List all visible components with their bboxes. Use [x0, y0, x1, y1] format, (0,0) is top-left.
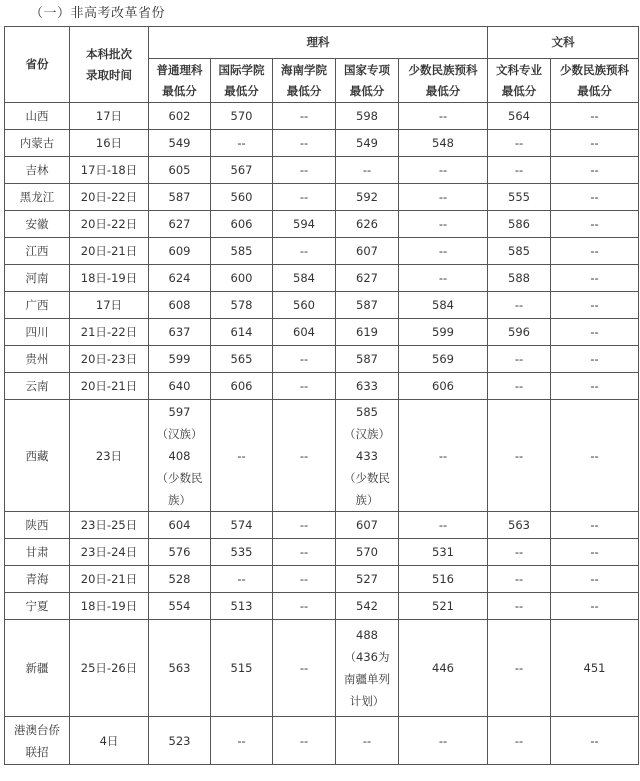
- province-cell: 贵州: [5, 346, 70, 373]
- score-cell: 563: [488, 512, 551, 539]
- score-cell: --: [488, 373, 551, 400]
- score-cell: --: [211, 717, 273, 765]
- score-cell: --: [488, 593, 551, 620]
- score-cell: 567: [211, 157, 273, 184]
- score-cell: --: [273, 593, 336, 620]
- province-cell: 甘肃: [5, 539, 70, 566]
- score-cell: 597 （汉族） 408 （少数民 族）: [149, 400, 211, 512]
- section-title: （一）非高考改革省份: [30, 6, 166, 21]
- score-cell: 607: [336, 238, 399, 265]
- score-cell: 637: [149, 319, 211, 346]
- score-cell: --: [551, 184, 639, 211]
- score-cell: 602: [149, 103, 211, 130]
- score-cell: 570: [211, 103, 273, 130]
- table-row: [5, 620, 639, 717]
- score-cell: 576: [149, 539, 211, 566]
- score-cell: --: [273, 238, 336, 265]
- province-cell: 内蒙古: [5, 130, 70, 157]
- province-cell: 新疆: [5, 620, 70, 717]
- province-cell: 港澳台侨 联招: [5, 717, 70, 765]
- score-cell: 606: [211, 211, 273, 238]
- score-cell: --: [551, 512, 639, 539]
- table-row: [5, 373, 639, 400]
- score-cell: --: [551, 130, 639, 157]
- score-cell: 584: [273, 265, 336, 292]
- score-cell: --: [273, 373, 336, 400]
- score-cell: --: [211, 130, 273, 157]
- score-cell: 600: [211, 265, 273, 292]
- score-cell: 560: [211, 184, 273, 211]
- batch-time-cell: 23日: [70, 400, 149, 512]
- table-body: [5, 103, 639, 765]
- batch-time-cell: 16日: [70, 130, 149, 157]
- score-cell: 587: [336, 346, 399, 373]
- score-cell: 627: [149, 211, 211, 238]
- score-cell: --: [211, 566, 273, 593]
- score-cell: 619: [336, 319, 399, 346]
- score-cell: --: [488, 620, 551, 717]
- batch-time-cell: 25日-26日: [70, 620, 149, 717]
- score-cell: --: [273, 566, 336, 593]
- score-cell: 626: [336, 211, 399, 238]
- score-cell: 604: [273, 319, 336, 346]
- score-cell: 523: [149, 717, 211, 765]
- table-row: [5, 539, 639, 566]
- header-batch-time: 本科批次 录取时间: [70, 27, 149, 103]
- score-cell: 578: [211, 292, 273, 319]
- table-row: [5, 292, 639, 319]
- table-row: [5, 593, 639, 620]
- score-cell: 488 （436为 南疆单列 计划）: [336, 620, 399, 717]
- score-cell: --: [551, 157, 639, 184]
- score-cell: 604: [149, 512, 211, 539]
- score-cell: 585 （汉族） 433 （少数民 族）: [336, 400, 399, 512]
- score-cell: --: [399, 238, 488, 265]
- table-row: [5, 717, 639, 765]
- score-cell: 549: [336, 130, 399, 157]
- score-cell: 624: [149, 265, 211, 292]
- score-cell: 606: [399, 373, 488, 400]
- score-cell: --: [336, 717, 399, 765]
- score-cell: 564: [488, 103, 551, 130]
- score-cell: --: [399, 265, 488, 292]
- score-cell: 598: [336, 103, 399, 130]
- batch-time-cell: 20日-21日: [70, 238, 149, 265]
- score-cell: 527: [336, 566, 399, 593]
- score-cell: --: [399, 184, 488, 211]
- province-cell: 山西: [5, 103, 70, 130]
- score-cell: 627: [336, 265, 399, 292]
- score-cell: --: [273, 400, 336, 512]
- score-cell: 528: [149, 566, 211, 593]
- score-cell: 549: [149, 130, 211, 157]
- score-cell: 608: [149, 292, 211, 319]
- score-cell: --: [273, 620, 336, 717]
- score-cell: 586: [488, 211, 551, 238]
- score-cell: --: [488, 717, 551, 765]
- score-cell: --: [551, 319, 639, 346]
- score-cell: 446: [399, 620, 488, 717]
- batch-time-cell: 20日-21日: [70, 566, 149, 593]
- score-cell: 640: [149, 373, 211, 400]
- score-cell: 542: [336, 593, 399, 620]
- score-cell: --: [273, 103, 336, 130]
- score-cell: 554: [149, 593, 211, 620]
- score-cell: 633: [336, 373, 399, 400]
- score-cell: 548: [399, 130, 488, 157]
- score-cell: --: [551, 292, 639, 319]
- table-row: [5, 103, 639, 130]
- score-cell: --: [273, 512, 336, 539]
- score-cell: 560: [273, 292, 336, 319]
- table-row: [5, 265, 639, 292]
- batch-time-cell: 18日-19日: [70, 265, 149, 292]
- header-column: 少数民族预科 最低分: [399, 59, 488, 103]
- score-cell: --: [551, 400, 639, 512]
- table-row: [5, 512, 639, 539]
- table-row: [5, 319, 639, 346]
- score-cell: --: [488, 400, 551, 512]
- score-cell: --: [551, 373, 639, 400]
- province-cell: 西藏: [5, 400, 70, 512]
- batch-time-cell: 17日: [70, 292, 149, 319]
- score-cell: 599: [399, 319, 488, 346]
- province-cell: 广西: [5, 292, 70, 319]
- score-cell: --: [551, 717, 639, 765]
- score-cell: 565: [211, 346, 273, 373]
- score-cell: 609: [149, 238, 211, 265]
- score-cell: 596: [488, 319, 551, 346]
- score-cell: --: [551, 211, 639, 238]
- score-cell: 531: [399, 539, 488, 566]
- score-cell: --: [273, 184, 336, 211]
- header-column: 普通理科 最低分: [149, 59, 211, 103]
- score-cell: 607: [336, 512, 399, 539]
- batch-time-cell: 20日-22日: [70, 211, 149, 238]
- score-cell: 594: [273, 211, 336, 238]
- batch-time-cell: 21日-22日: [70, 319, 149, 346]
- score-cell: --: [488, 157, 551, 184]
- score-cell: --: [399, 400, 488, 512]
- score-cell: --: [399, 157, 488, 184]
- score-cell: 555: [488, 184, 551, 211]
- score-cell: --: [488, 539, 551, 566]
- province-cell: 云南: [5, 373, 70, 400]
- score-cell: --: [551, 593, 639, 620]
- score-cell: 605: [149, 157, 211, 184]
- table-row: [5, 346, 639, 373]
- header-arts-group: 文科: [488, 27, 639, 59]
- admission-score-table: [4, 26, 639, 765]
- province-cell: 宁夏: [5, 593, 70, 620]
- header-column: 少数民族预科 最低分: [551, 59, 639, 103]
- table-row: [5, 130, 639, 157]
- score-cell: --: [211, 400, 273, 512]
- score-cell: 585: [488, 238, 551, 265]
- score-cell: --: [551, 238, 639, 265]
- score-cell: --: [273, 717, 336, 765]
- table-row: [5, 211, 639, 238]
- score-cell: 521: [399, 593, 488, 620]
- score-cell: 570: [336, 539, 399, 566]
- score-cell: --: [551, 265, 639, 292]
- score-cell: 606: [211, 373, 273, 400]
- score-cell: --: [488, 292, 551, 319]
- table-row: [5, 238, 639, 265]
- score-cell: --: [488, 130, 551, 157]
- score-cell: 584: [399, 292, 488, 319]
- batch-time-cell: 20日-23日: [70, 346, 149, 373]
- batch-time-cell: 18日-19日: [70, 593, 149, 620]
- score-cell: --: [551, 346, 639, 373]
- score-cell: 535: [211, 539, 273, 566]
- batch-time-cell: 20日-21日: [70, 373, 149, 400]
- table-row: [5, 566, 639, 593]
- score-cell: 599: [149, 346, 211, 373]
- score-cell: --: [551, 539, 639, 566]
- batch-time-cell: 17日-18日: [70, 157, 149, 184]
- score-cell: 516: [399, 566, 488, 593]
- header-column: 国家专项 最低分: [336, 59, 399, 103]
- header-column: 海南学院 最低分: [273, 59, 336, 103]
- score-cell: 587: [149, 184, 211, 211]
- province-cell: 河南: [5, 265, 70, 292]
- table-row: [5, 400, 639, 512]
- score-cell: --: [273, 157, 336, 184]
- header-column: 国际学院 最低分: [211, 59, 273, 103]
- batch-time-cell: 23日-24日: [70, 539, 149, 566]
- province-cell: 黑龙江: [5, 184, 70, 211]
- province-cell: 四川: [5, 319, 70, 346]
- score-cell: --: [399, 211, 488, 238]
- province-cell: 陕西: [5, 512, 70, 539]
- score-cell: 588: [488, 265, 551, 292]
- batch-time-cell: 20日-22日: [70, 184, 149, 211]
- score-cell: --: [551, 103, 639, 130]
- score-cell: 614: [211, 319, 273, 346]
- score-cell: --: [399, 512, 488, 539]
- score-cell: 563: [149, 620, 211, 717]
- score-cell: --: [399, 717, 488, 765]
- score-cell: --: [273, 346, 336, 373]
- score-cell: --: [273, 130, 336, 157]
- batch-time-cell: 4日: [70, 717, 149, 765]
- score-cell: --: [551, 566, 639, 593]
- header-column: 文科专业 最低分: [488, 59, 551, 103]
- score-cell: 585: [211, 238, 273, 265]
- header-science-group: 理科: [149, 27, 488, 59]
- score-cell: 587: [336, 292, 399, 319]
- batch-time-cell: 17日: [70, 103, 149, 130]
- score-cell: --: [488, 566, 551, 593]
- score-cell: 592: [336, 184, 399, 211]
- score-cell: --: [488, 346, 551, 373]
- score-cell: 513: [211, 593, 273, 620]
- province-cell: 江西: [5, 238, 70, 265]
- batch-time-cell: 23日-25日: [70, 512, 149, 539]
- table-row: [5, 157, 639, 184]
- province-cell: 安徽: [5, 211, 70, 238]
- score-cell: --: [273, 539, 336, 566]
- score-cell: 574: [211, 512, 273, 539]
- province-cell: 吉林: [5, 157, 70, 184]
- header-province: 省份: [5, 27, 70, 103]
- score-cell: 569: [399, 346, 488, 373]
- table-row: [5, 184, 639, 211]
- score-cell: 515: [211, 620, 273, 717]
- province-cell: 青海: [5, 566, 70, 593]
- score-cell: --: [336, 157, 399, 184]
- score-cell: 451: [551, 620, 639, 717]
- score-cell: --: [399, 103, 488, 130]
